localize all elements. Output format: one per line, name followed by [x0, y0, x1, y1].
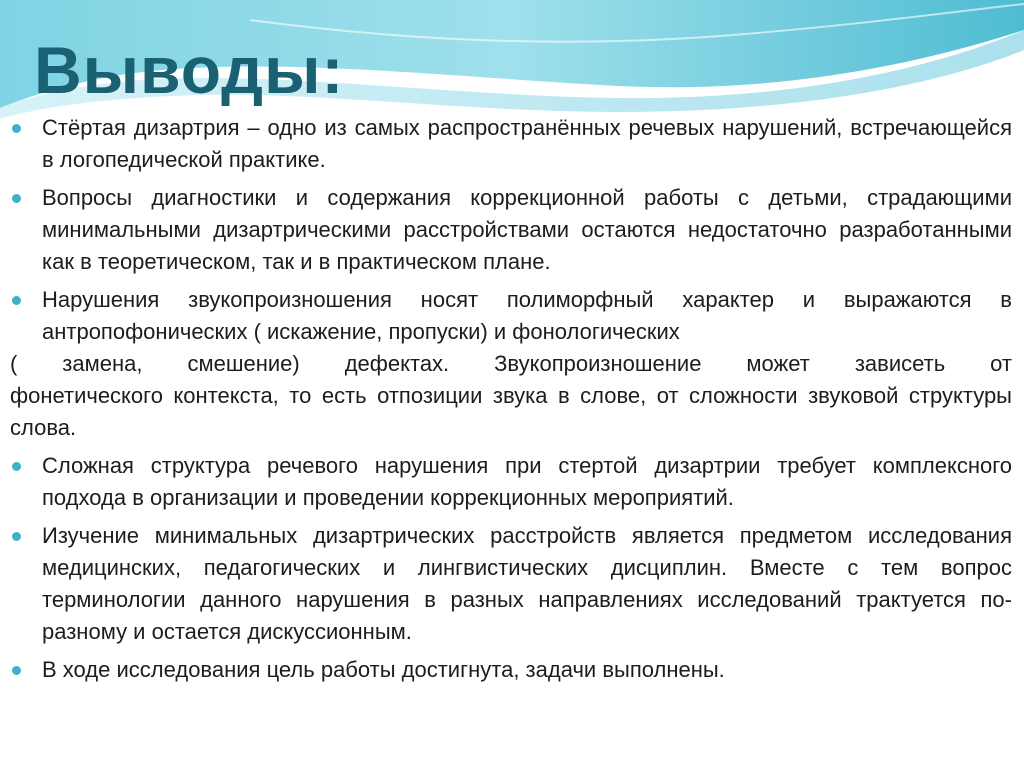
- conclusions-list: [0, 112, 1024, 686]
- conclusion-text-3: Нарушения звукопроизношения носят полиморфный характер и выражаются в антропофонических ( искажение, пропуски) и фонологических: [42, 287, 1012, 344]
- conclusion-text-4: Сложная структура речевого нарушения при стертой дизартрии требует комплексного подхода в организации и проведении коррекционных мероприятий.: [42, 453, 1012, 510]
- bullet-icon: [12, 296, 21, 305]
- bullet-icon: [12, 532, 21, 541]
- slide-title: Выводы:: [34, 33, 345, 107]
- bullet-icon: [12, 462, 21, 471]
- conclusion-item-3: [0, 284, 1024, 348]
- conclusion-text-6: В ходе исследования цель работы достигнута, задачи выполнены.: [42, 657, 725, 682]
- conclusion-text-5: Изучение минимальных дизартрических расстройств является предметом исследования медицинских, педагогических и лингвистических дисциплин. Вместе с тем вопрос терминологии данного нарушения в разных направлениях исследований трактуется по-разному и остается дискуссионным.: [42, 523, 1012, 644]
- conclusion-item-1: [0, 112, 1024, 176]
- continuation-text: фонетического контекста, то есть отпозиции звука в слове, от сложности звуковой структуры слова.: [10, 383, 1012, 440]
- bullet-icon: [12, 194, 21, 203]
- conclusion-item-5: [0, 520, 1024, 648]
- conclusion-item-2: [0, 182, 1024, 278]
- bullet-icon: [12, 666, 21, 675]
- conclusion-item-3-continuation: [0, 348, 1024, 444]
- bullet-icon: [12, 124, 21, 133]
- continuation-first-line: ( замена, смешение) дефектах. Звукопроизношение может зависеть от: [10, 351, 1012, 376]
- conclusion-text-1: Стёртая дизартрия – одно из самых распространённых речевых нарушений, встречающейся в логопедической практике.: [42, 115, 1012, 172]
- conclusion-item-6: [0, 654, 1024, 686]
- conclusion-item-4: [0, 450, 1024, 514]
- conclusion-text-2: Вопросы диагностики и содержания коррекционной работы с детьми, страдающими минимальными дизартрическими расстройствами остаются недостаточно разработанными как в теоретическом, так и в практическом плане.: [42, 185, 1012, 274]
